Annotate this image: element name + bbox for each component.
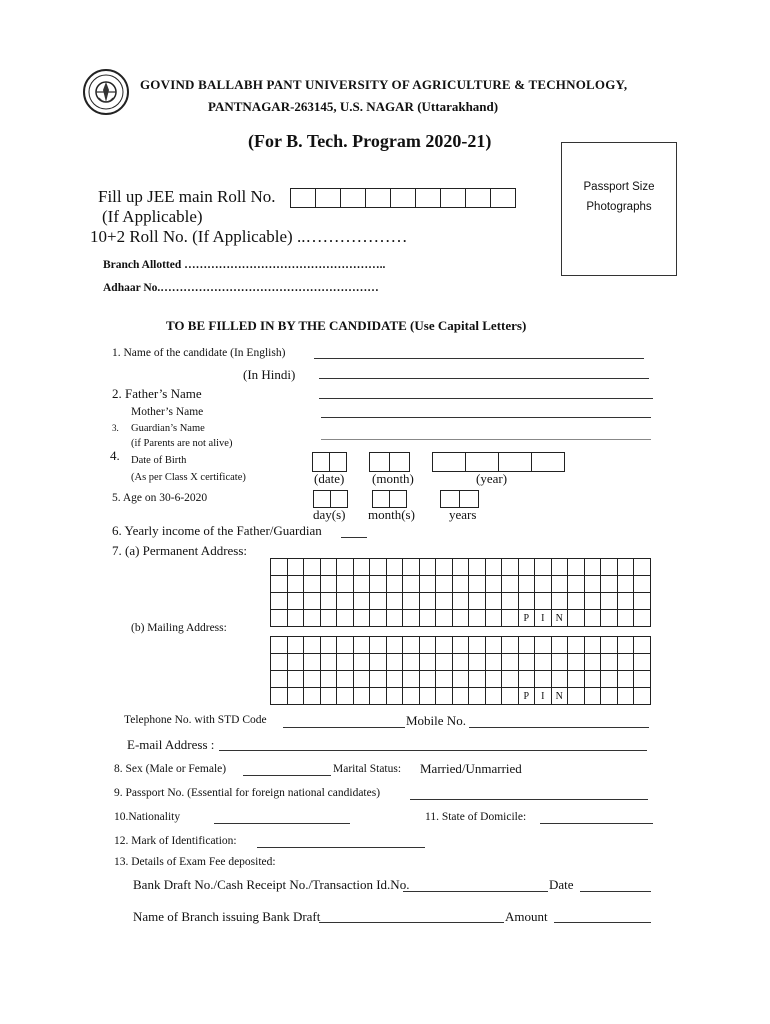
dob-month-caption: (month)	[372, 471, 414, 486]
age-days-caption: day(s)	[313, 507, 346, 522]
mobile-line[interactable]	[469, 727, 649, 728]
dob-year-boxes[interactable]	[433, 452, 565, 472]
item-4-number: 4.	[110, 448, 120, 463]
name-english-line[interactable]	[314, 358, 644, 359]
name-hindi-label: (In Hindi)	[243, 367, 296, 382]
jee-roll-note: (If Applicable)	[102, 207, 203, 226]
age-months-caption: month(s)	[368, 507, 415, 522]
guardian-name-label: Guardian’s Name	[131, 423, 205, 434]
amount-label: Amount	[505, 909, 548, 924]
father-name-label: 2. Father’s Name	[112, 386, 202, 401]
branch-name-line[interactable]	[319, 922, 504, 923]
dob-note: (As per Class X certificate)	[131, 472, 246, 483]
permanent-address-grid[interactable]	[270, 558, 651, 627]
adhaar-field[interactable]: Adhaar No.…………………………………………………	[103, 282, 379, 294]
mailing-address-grid[interactable]	[270, 636, 651, 705]
university-address: PANTNAGAR-263145, U.S. NAGAR (Uttarakhand)	[208, 99, 499, 114]
yearly-income-line[interactable]	[341, 537, 367, 538]
age-years-caption: years	[449, 507, 477, 522]
passport-line[interactable]	[410, 799, 648, 800]
instruction-heading: TO BE FILLED IN BY THE CANDIDATE (Use Capital Letters)	[166, 318, 527, 333]
sex-line[interactable]	[243, 775, 331, 776]
mailing-address-label: (b) Mailing Address:	[131, 622, 227, 634]
identification-label: 12. Mark of Identification:	[114, 835, 237, 847]
item-3-number: 3.	[112, 423, 119, 433]
branch-name-label: Name of Branch issuing Bank Draft	[133, 909, 321, 924]
guardian-name-line[interactable]	[321, 439, 651, 440]
jee-roll-boxes[interactable]	[291, 188, 516, 208]
passport-label: 9. Passport No. (Essential for foreign national candidates)	[114, 787, 381, 799]
university-seal-logo	[82, 68, 130, 116]
roll-12-field[interactable]: 10+2 Roll No. (If Applicable) ..………………	[90, 227, 408, 246]
identification-line[interactable]	[257, 847, 425, 848]
nationality-label: 10.Nationality	[114, 811, 181, 823]
branch-allotted-field[interactable]: Branch Allotted ……………………………………………..	[103, 259, 386, 271]
pin-p-cell: P	[518, 610, 535, 627]
jee-roll-label: Fill up JEE main Roll No.	[98, 187, 276, 206]
amount-line[interactable]	[554, 922, 651, 923]
dob-date-caption: (date)	[314, 471, 345, 486]
domicile-line[interactable]	[540, 823, 653, 824]
mother-name-line[interactable]	[321, 417, 651, 418]
draft-date-line[interactable]	[580, 891, 651, 892]
age-years-boxes[interactable]	[441, 490, 479, 508]
telephone-label: Telephone No. with STD Code	[124, 714, 267, 726]
marital-status-label: Marital Status:	[333, 763, 402, 775]
photo-label-1: Passport Size	[583, 181, 655, 193]
exam-fee-label: 13. Details of Exam Fee deposited:	[114, 856, 276, 868]
pin-n-cell: N	[551, 610, 568, 627]
marital-status-value[interactable]: Married/Unmarried	[420, 761, 522, 776]
dob-year-caption: (year)	[476, 471, 508, 486]
pin-n-cell: N	[551, 688, 568, 705]
mother-name-label: Mother’s Name	[131, 406, 204, 418]
photo-box	[561, 142, 677, 276]
pin-p-cell: P	[518, 688, 535, 705]
draft-date-label: Date	[549, 877, 574, 892]
age-label: 5. Age on 30-6-2020	[112, 492, 208, 504]
age-days-boxes[interactable]	[314, 490, 348, 508]
permanent-address-label: 7. (a) Permanent Address:	[112, 543, 248, 558]
dob-month-boxes[interactable]	[370, 452, 410, 472]
age-months-boxes[interactable]	[373, 490, 407, 508]
email-label: E-mail Address :	[127, 737, 215, 752]
nationality-line[interactable]	[214, 823, 350, 824]
father-name-line[interactable]	[319, 398, 653, 399]
pin-i-cell: I	[535, 610, 552, 627]
dob-label: Date of Birth	[131, 455, 187, 466]
name-english-label: 1. Name of the candidate (In English)	[112, 347, 286, 359]
yearly-income-label: 6. Yearly income of the Father/Guardian	[112, 523, 322, 538]
bank-draft-line[interactable]	[403, 891, 548, 892]
dob-date-boxes[interactable]	[313, 452, 347, 472]
telephone-line[interactable]	[283, 727, 405, 728]
photo-label-2: Photographs	[586, 201, 652, 213]
bank-draft-label: Bank Draft No./Cash Receipt No./Transaction Id.No.	[133, 877, 410, 892]
university-name: GOVIND BALLABH PANT UNIVERSITY OF AGRICULTURE & TECHNOLOGY,	[140, 77, 628, 92]
sex-label: 8. Sex (Male or Female)	[114, 763, 227, 775]
name-hindi-line[interactable]	[319, 378, 649, 379]
guardian-note: (if Parents are not alive)	[131, 438, 233, 449]
domicile-label: 11. State of Domicile:	[425, 811, 527, 823]
email-line[interactable]	[219, 750, 647, 751]
mobile-label: Mobile No.	[406, 713, 466, 728]
pin-i-cell: I	[535, 688, 552, 705]
program-title: (For B. Tech. Program 2020-21)	[248, 131, 492, 151]
